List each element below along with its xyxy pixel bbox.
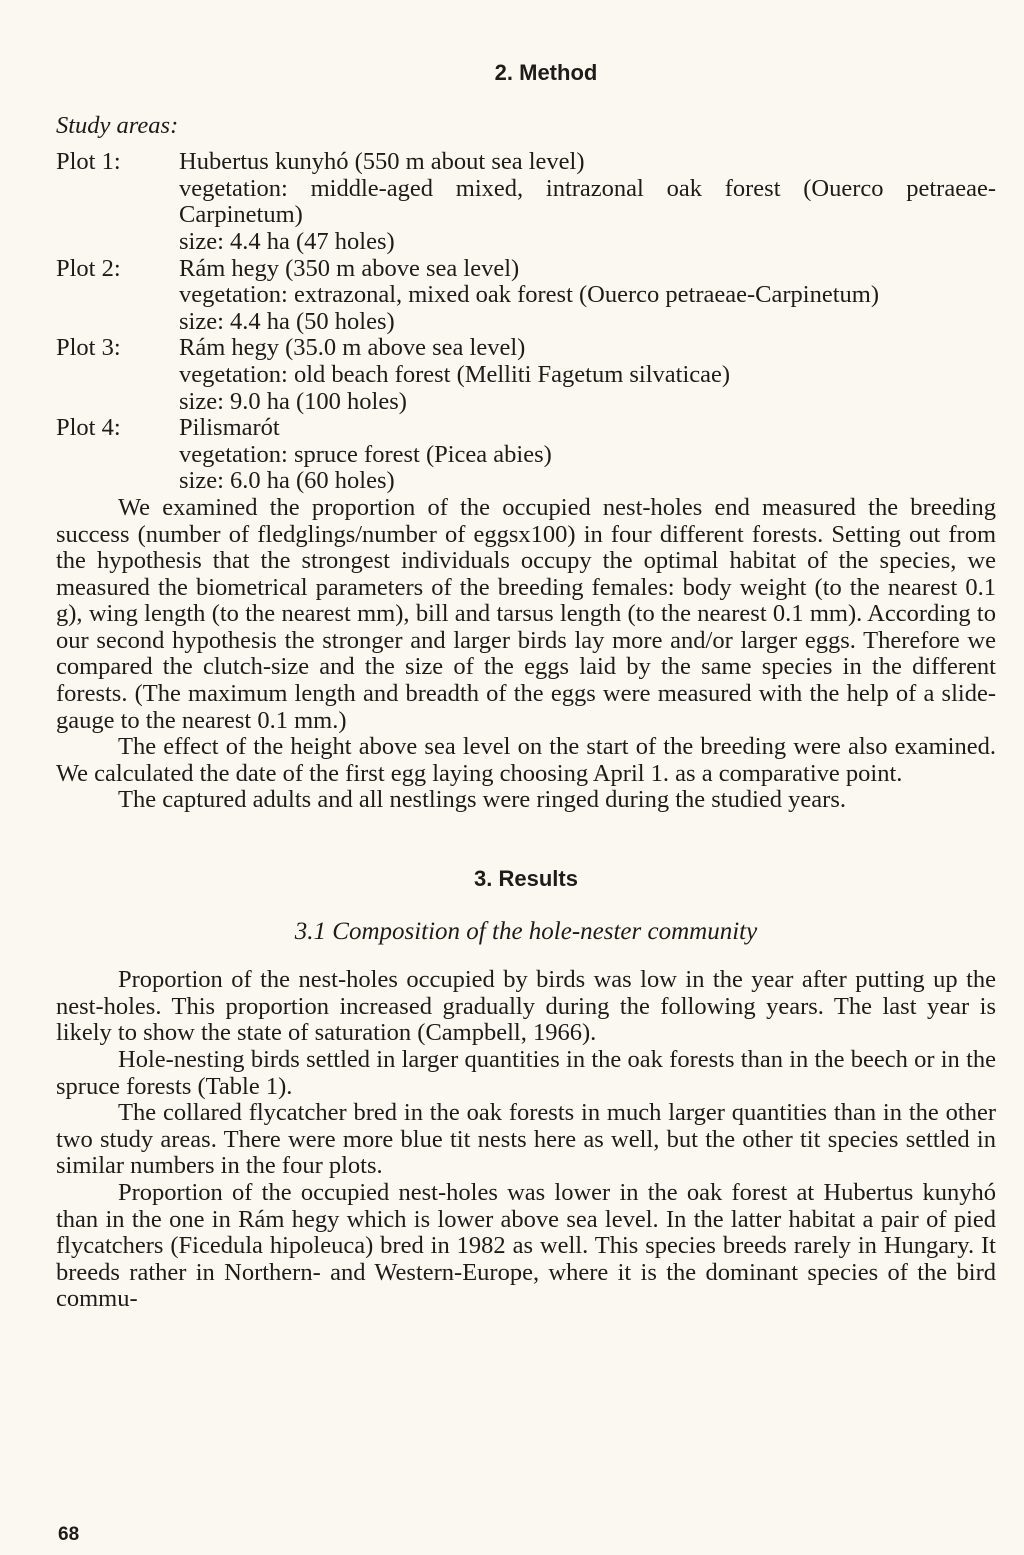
plot-size: size: 4.4 ha (47 holes) (179, 227, 395, 255)
plot-vegetation: vegetation: extrazonal, mixed oak forest (Ouerco petraeae-Carpinetum) (179, 281, 879, 309)
plot-size: size: 6.0 ha (60 holes) (179, 467, 395, 495)
results-paragraph: Proportion of the nest-holes occupied by birds was low in the year after putting up the nest-holes. This proportion increased gradually during the following years. The last year is likely to show the state of saturation (Campbell, 1966). (56, 966, 996, 1047)
plot-vegetation: vegetation: middle-aged mixed, intrazonal oak forest (Ouerco petraeae-Carpinetum) (179, 174, 996, 229)
method-paragraph: The effect of the height above sea level on the start of the breeding were also examined. We calculated the date of the first egg laying choosing April 1. as a comparative point. (56, 733, 996, 787)
plot-3 (56, 335, 996, 415)
plot-location: Rám hegy (35.0 m above sea level) (179, 334, 526, 362)
plot-label: Plot 4: (56, 414, 121, 442)
subsection-heading: 3.1 Composition of the hole-nester community (294, 917, 758, 945)
plot-description (179, 256, 996, 336)
plot-description (179, 335, 996, 415)
method-paragraph: The captured adults and all nestlings were ringed during the studied years. (118, 786, 846, 814)
plot-location: Rám hegy (350 m above sea level) (179, 254, 520, 282)
plot-4 (56, 415, 996, 495)
page-content (56, 60, 996, 1313)
results-heading: 3. Results (474, 866, 578, 892)
plot-2 (56, 256, 996, 336)
study-areas-label: Study areas: (56, 111, 179, 139)
plot-vegetation: vegetation: old beach forest (Melliti Fagetum silvaticae) (179, 360, 731, 388)
method-paragraph: We examined the proportion of the occupied nest-holes end measured the breeding success (number of fledglings/number of eggsx100) in four different forests. Setting out from the hypothesis that the strongest individuals occupy the optimal habitat of the species, we measured the biometrical parameters of the breeding females: body weight (to the nearest 0.1 g), wing length (to the nearest mm), bill and tarsus length (to the nearest 0.1 mm). According to our second hypothesis the stronger and larger birds lay more and/or larger eggs. Therefore we compared the clutch-size and the size of the eggs laid by the same species in the different forests. (The maximum length and breadth of the eggs were measured with the help of a slide-gauge to the nearest 0.1 mm.) (56, 493, 996, 734)
plot-size: size: 4.4 ha (50 holes) (179, 307, 395, 335)
plot-label: Plot 3: (56, 334, 121, 362)
plot-description (179, 149, 996, 255)
results-paragraph: The collared flycatcher bred in the oak forests in much larger quantities than in the other two study areas. There were more blue tit nests here as well, but the other tit species settled in similar numbers in the four plots. (56, 1099, 996, 1180)
plot-vegetation: vegetation: spruce forest (Picea abies) (179, 440, 552, 468)
plot-1 (56, 149, 996, 255)
results-paragraph: Proportion of the occupied nest-holes was lower in the oak forest at Hubertus kunyhó than in the one in Rám hegy which is lower above sea level. In the latter habitat a pair of pied flycatchers (Ficedula hipoleuca) bred in 1982 as well. This species breeds rarely in Hungary. It breeds rather in Northern- and Western-Europe, where it is the dominant species of the bird commu- (56, 1178, 996, 1313)
plot-label: Plot 1: (56, 148, 121, 176)
plot-location: Hubertus kunyhó (550 m about sea level) (179, 148, 585, 176)
plot-location: Pilismarót (179, 414, 280, 442)
plot-size: size: 9.0 ha (100 holes) (179, 387, 407, 415)
results-paragraph: Hole-nesting birds settled in larger quantities in the oak forests than in the beech or in the spruce forests (Table 1). (56, 1046, 996, 1100)
plot-description (179, 415, 996, 495)
plot-list (56, 149, 996, 495)
page-number: 68 (58, 1524, 80, 1545)
method-heading: 2. Method (494, 60, 598, 85)
plot-label: Plot 2: (56, 254, 121, 282)
